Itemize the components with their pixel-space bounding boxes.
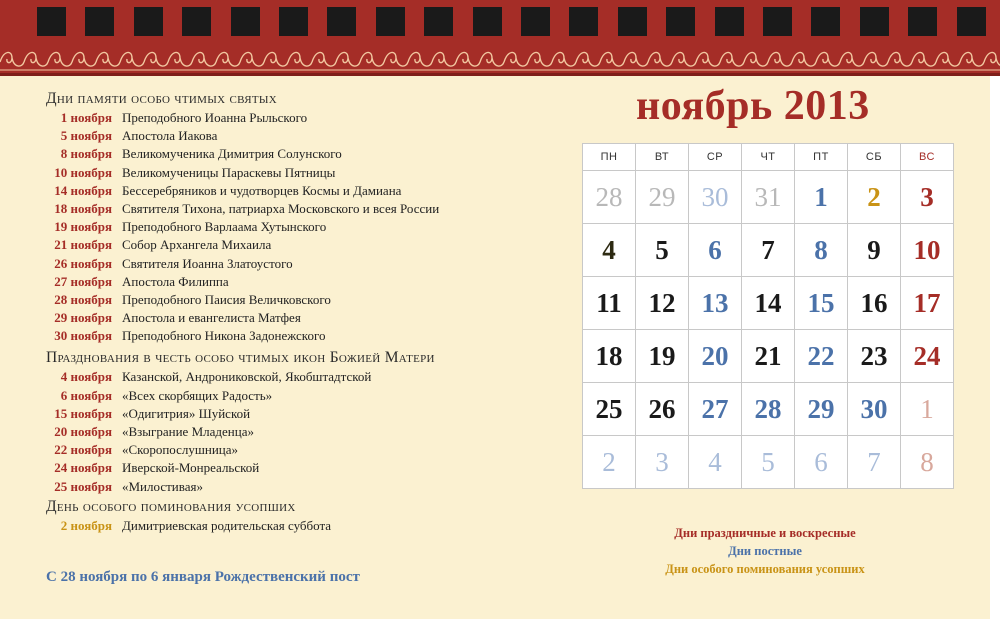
calendar-week <box>583 171 954 224</box>
calendar-day: 2 <box>583 436 636 489</box>
header-band <box>0 0 1000 76</box>
list-item <box>46 441 556 459</box>
calendar-day: 1 <box>795 171 848 224</box>
list-item <box>46 145 556 163</box>
list-item <box>46 517 556 535</box>
entry-name: Собор Архангела Михаила <box>122 237 272 253</box>
entry-name: Апостола и евангелиста Матфея <box>122 310 301 326</box>
weekday-label: ПТ <box>795 144 848 171</box>
list-item <box>46 368 556 386</box>
weekday-label: СР <box>689 144 742 171</box>
binding-hole <box>376 7 405 36</box>
entry-name: Казанской, Андрониковской, Якобштадтской <box>122 369 372 385</box>
calendar-day: 6 <box>795 436 848 489</box>
entry-name: Преподобного Никона Задонежского <box>122 328 326 344</box>
entry-date: 29 ноября <box>54 310 112 326</box>
entry-date: 5 ноября <box>60 128 112 144</box>
weekday-label: СБ <box>848 144 901 171</box>
calendar-day: 10 <box>901 224 954 277</box>
binding-hole <box>811 7 840 36</box>
entry-date: 14 ноября <box>54 182 112 198</box>
calendar-day: 14 <box>742 277 795 330</box>
entry-date: 10 ноября <box>54 164 112 180</box>
list-item <box>46 200 556 218</box>
list-item <box>46 309 556 327</box>
page-edge <box>990 76 1000 619</box>
entry-date: 19 ноября <box>54 219 112 235</box>
calendar-day: 1 <box>901 383 954 436</box>
calendar-day: 5 <box>742 436 795 489</box>
calendar-day: 5 <box>636 224 689 277</box>
calendar-day: 18 <box>583 330 636 383</box>
list-item <box>46 255 556 273</box>
entry-name: Святителя Иоанна Златоустого <box>122 255 293 271</box>
binding-hole <box>715 7 744 36</box>
calendar-week <box>583 330 954 383</box>
calendar-week <box>583 224 954 277</box>
entry-date: 22 ноября <box>54 442 112 458</box>
binding-hole <box>85 7 114 36</box>
entry-name: Апостола Иакова <box>122 128 218 144</box>
calendar-day: 16 <box>848 277 901 330</box>
section-title: Дни памяти особо чтимых святых <box>46 90 278 107</box>
entry-date: 30 ноября <box>54 328 112 344</box>
calendar-day: 13 <box>689 277 742 330</box>
section-title: День особого поминования усопших <box>46 497 296 515</box>
entry-name: Преподобного Паисия Величковского <box>122 291 331 307</box>
binding-hole <box>134 7 163 36</box>
list-item <box>46 164 556 182</box>
binding-hole <box>424 7 453 36</box>
entry-name: Бессеребряников и чудотворцев Космы и Дамиана <box>122 182 402 198</box>
entry-date: 18 ноября <box>54 200 112 216</box>
entry-date: 6 ноября <box>60 387 112 403</box>
calendar-day: 9 <box>848 224 901 277</box>
calendar-day: 12 <box>636 277 689 330</box>
list-item <box>46 423 556 441</box>
binding-hole <box>763 7 792 36</box>
binding-hole <box>618 7 647 36</box>
legend-fast: Дни постные <box>728 544 802 558</box>
calendar-day: 3 <box>636 436 689 489</box>
calendar-day: 8 <box>795 224 848 277</box>
entry-name: «Милостивая» <box>122 478 203 494</box>
list-item <box>46 218 556 236</box>
list-item <box>46 459 556 477</box>
legend-memorial: Дни особого поминования усопших <box>665 562 865 576</box>
commemorations-list <box>46 90 556 535</box>
calendar-day: 21 <box>742 330 795 383</box>
entry-name: Великомученика Димитрия Солунского <box>122 146 342 162</box>
entry-date: 1 ноября <box>60 110 112 125</box>
calendar-day: 30 <box>848 383 901 436</box>
calendar-day: 7 <box>848 436 901 489</box>
calendar-day: 11 <box>583 277 636 330</box>
list-item <box>46 109 556 127</box>
list-item <box>46 405 556 423</box>
entry-name: Великомученицы Параскевы Пятницы <box>122 164 336 180</box>
legend-holiday: Дни праздничные и воскресные <box>674 526 856 540</box>
calendar-day: 28 <box>742 383 795 436</box>
weekday-label: ПН <box>583 144 636 171</box>
list-item <box>46 182 556 200</box>
calendar-day: 19 <box>636 330 689 383</box>
section-title: Празднования в честь особо чтимых икон Божией Матери <box>46 349 435 367</box>
legend <box>640 524 890 578</box>
calendar-day: 22 <box>795 330 848 383</box>
entry-name: «Взыграние Младенца» <box>122 424 254 439</box>
calendar-day: 26 <box>636 383 689 436</box>
entry-date: 15 ноября <box>54 405 112 421</box>
entry-date: 26 ноября <box>54 255 112 271</box>
binding-hole <box>182 7 211 36</box>
calendar-day: 8 <box>901 436 954 489</box>
calendar-day: 23 <box>848 330 901 383</box>
calendar-day: 24 <box>901 330 954 383</box>
binding-hole <box>860 7 889 36</box>
list-item <box>46 478 556 496</box>
entry-date: 8 ноября <box>60 146 112 162</box>
weekday-label: ВС <box>901 144 954 171</box>
binding-hole <box>569 7 598 36</box>
entry-name: «Всех скорбящих Радость» <box>122 387 273 403</box>
calendar-day: 28 <box>583 171 636 224</box>
entry-date: 28 ноября <box>54 291 112 307</box>
list-item <box>46 387 556 405</box>
binding-hole <box>231 7 260 36</box>
calendar-week <box>583 383 954 436</box>
calendar-day: 30 <box>689 171 742 224</box>
entry-name: Святителя Тихона, патриарха Московского и всея России <box>122 200 440 216</box>
calendar-day: 4 <box>689 436 742 489</box>
calendar-day: 31 <box>742 171 795 224</box>
entry-date: 27 ноября <box>54 273 112 289</box>
entry-name: «Одигитрия» Шуйской <box>122 405 251 421</box>
list-item <box>46 127 556 145</box>
binding-hole <box>957 7 986 36</box>
weekday-header <box>583 144 954 171</box>
entry-name: Преподобного Иоанна Рыльского <box>122 110 308 125</box>
calendar-week <box>583 436 954 489</box>
binding-hole <box>908 7 937 36</box>
entry-name: Апостола Филиппа <box>122 273 229 289</box>
fast-note: С 28 ноября по 6 января Рождественский пост <box>46 569 360 585</box>
calendar-day: 7 <box>742 224 795 277</box>
entry-name: Преподобного Варлаама Хутынского <box>122 219 327 235</box>
calendar-day: 29 <box>795 383 848 436</box>
weekday-label: ВТ <box>636 144 689 171</box>
list-item <box>46 327 556 345</box>
month-title: ноябрь 2013 <box>636 83 870 129</box>
entry-date: 24 ноября <box>54 460 112 476</box>
binding-hole <box>37 7 66 36</box>
list-item <box>46 273 556 291</box>
binding-hole <box>666 7 695 36</box>
ornament-border <box>0 44 1000 74</box>
calendar-day: 27 <box>689 383 742 436</box>
entry-date: 20 ноября <box>54 424 112 439</box>
entry-date: 4 ноября <box>60 369 112 385</box>
calendar-day: 3 <box>901 171 954 224</box>
weekday-label: ЧТ <box>742 144 795 171</box>
entry-name: Иверской-Монреальской <box>122 460 260 476</box>
calendar-day: 15 <box>795 277 848 330</box>
entry-date: 25 ноября <box>54 478 112 494</box>
calendar-day: 25 <box>583 383 636 436</box>
binding-hole <box>473 7 502 36</box>
entry-date: 21 ноября <box>54 237 112 253</box>
calendar-day: 29 <box>636 171 689 224</box>
entry-name: «Скоропослушница» <box>122 442 239 458</box>
binding-holes <box>0 7 1000 37</box>
calendar-week <box>583 277 954 330</box>
calendar-day: 6 <box>689 224 742 277</box>
calendar-grid <box>582 143 954 489</box>
binding-hole <box>279 7 308 36</box>
entry-name: Димитриевская родительская суббота <box>122 517 332 533</box>
entry-date: 2 ноября <box>60 517 112 533</box>
calendar-day: 17 <box>901 277 954 330</box>
binding-hole <box>327 7 356 36</box>
calendar-day: 4 <box>583 224 636 277</box>
list-item <box>46 291 556 309</box>
binding-hole <box>521 7 550 36</box>
calendar-day: 20 <box>689 330 742 383</box>
list-item <box>46 236 556 254</box>
calendar-day: 2 <box>848 171 901 224</box>
